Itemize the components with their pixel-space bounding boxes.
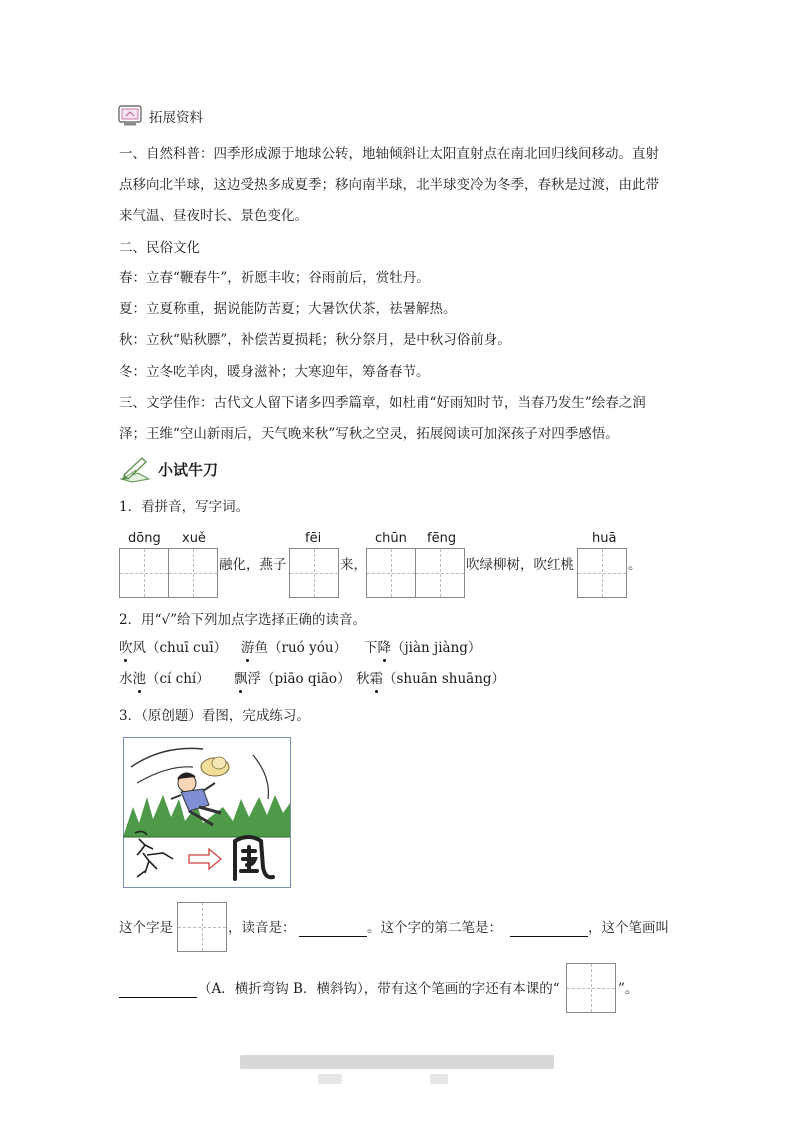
- writing-box-xue[interactable]: [168, 548, 218, 598]
- q2-item-6-pre: 秋: [356, 671, 370, 687]
- pinyin-dong: dōng: [128, 531, 161, 546]
- pencil-paper-icon: [118, 455, 152, 483]
- pinyin-feng: fēng: [427, 531, 457, 546]
- writing-box-chun[interactable]: [366, 548, 416, 598]
- q2-prompt: 2．用“√”给下列加点字选择正确的读音。: [119, 612, 366, 628]
- blank-second-stroke[interactable]: [510, 920, 588, 937]
- folk-heading: 二、民俗文化: [119, 240, 200, 256]
- q3-text-3: 。这个字的第二笔是：: [367, 920, 502, 936]
- q2-item-6-dotted: 霜: [369, 671, 383, 687]
- q1-text-3: 吹绿柳树，吹红桃: [466, 557, 574, 573]
- writing-box-fei[interactable]: [289, 548, 339, 598]
- writing-box-related-character[interactable]: [566, 963, 616, 1013]
- q3-prompt: 3．（原创题）看图，完成练习。: [119, 708, 310, 724]
- literature-line-2: 泽；王维“空山新雨后，天气晚来秋”写秋之空灵，拓展阅读可加深孩子对四季感悟。: [119, 426, 619, 442]
- q2-item-1-dotted: 吹: [119, 640, 133, 656]
- pinyin-hua: huā: [592, 531, 617, 546]
- science-line-1: 一、自然科普：四季形成源于地球公转，地轴倾斜让太阳直射点在南北回归线间移动。直射: [119, 146, 659, 162]
- q2-item-6[interactable]: [356, 669, 505, 689]
- autumn-customs: 秋：立秋“贴秋膘”，补偿苦夏损耗；秋分祭月，是中秋习俗前身。: [119, 332, 511, 348]
- q2-item-6-post: （shuān shuāng）: [383, 671, 506, 687]
- q1-prompt: 1．看拼音，写字词。: [119, 499, 250, 515]
- pinyin-fei: fēi: [305, 531, 322, 546]
- q3-text-2: ，读音是：: [228, 920, 296, 936]
- q2-item-1-post: 风（chuī cuī）: [132, 640, 228, 656]
- q2-item-2-dotted: 游: [241, 640, 255, 656]
- q2-item-2[interactable]: [241, 638, 347, 658]
- q2-item-4-post: （cí chí）: [146, 671, 210, 687]
- literature-line-1: 三、文学佳作：古代文人留下诸多四季篇章，如杜甫“好雨知时节，当春乃发生”绘春之润: [119, 395, 646, 411]
- q3-text-1: 这个字是: [119, 920, 173, 936]
- writing-box-feng[interactable]: [415, 548, 465, 598]
- blank-reading[interactable]: [299, 920, 367, 937]
- extended-title: 拓展资料: [149, 110, 203, 126]
- q3-text-5: （A．横折弯钩 B．横斜钩），带有这个笔画的字还有本课的“: [198, 981, 560, 997]
- practice-section-header: [118, 455, 218, 483]
- science-line-3: 来气温、昼夜时长、景色变化。: [119, 208, 308, 224]
- q2-item-5[interactable]: [234, 669, 351, 689]
- q3-text-6: ”。: [618, 981, 639, 997]
- blurred-watermark: [240, 1055, 554, 1069]
- practice-title: 小试牛刀: [158, 460, 219, 479]
- q1-text-2: 来，: [340, 557, 367, 573]
- blurred-watermark-fragment: [430, 1074, 448, 1084]
- writing-box-character[interactable]: [177, 902, 227, 952]
- writing-box-dong[interactable]: [119, 548, 169, 598]
- winter-customs: 冬：立冬吃羊肉，暖身滋补；大寒迎年，筹备春节。: [119, 364, 430, 380]
- summer-customs: 夏：立夏称重，据说能防苦夏；大暑饮伏茶，祛暑解热。: [119, 301, 457, 317]
- wind-illustration: [123, 737, 291, 888]
- blurred-watermark-fragment: [318, 1074, 342, 1084]
- q2-item-4[interactable]: [119, 669, 210, 689]
- writing-box-hua[interactable]: [577, 548, 627, 598]
- pinyin-xue: xuě: [182, 531, 206, 546]
- q1-text-1: 融化，燕子: [219, 557, 287, 573]
- q3-text-4: ，这个笔画叫: [588, 920, 669, 936]
- extended-section-header: [118, 105, 203, 127]
- q2-item-3-pre: 下: [364, 640, 378, 656]
- q2-item-3-post: （jiàn jiàng）: [391, 640, 482, 656]
- q2-item-3[interactable]: [364, 638, 481, 658]
- pinyin-chun: chūn: [375, 531, 407, 546]
- q2-item-5-dotted: 飘: [234, 671, 248, 687]
- q2-item-2-post: 鱼（ruó yóu）: [254, 640, 348, 656]
- q2-item-5-post: 浮（piāo qiāo）: [247, 671, 351, 687]
- science-line-2: 点移向北半球，这边受热多成夏季；移向南半球，北半球变冷为冬季，春秋是过渡，由此带: [119, 177, 659, 193]
- q2-item-3-dotted: 降: [377, 640, 391, 656]
- q2-item-1[interactable]: [119, 638, 227, 658]
- q2-item-4-pre: 水: [119, 671, 133, 687]
- q1-text-4: 。: [628, 557, 642, 573]
- book-monitor-icon: [118, 105, 142, 127]
- blank-stroke-name[interactable]: [119, 981, 197, 998]
- q2-item-4-dotted: 池: [132, 671, 146, 687]
- spring-customs: 春：立春“鞭春牛”，祈愿丰收；谷雨前后，赏牡丹。: [119, 270, 430, 286]
